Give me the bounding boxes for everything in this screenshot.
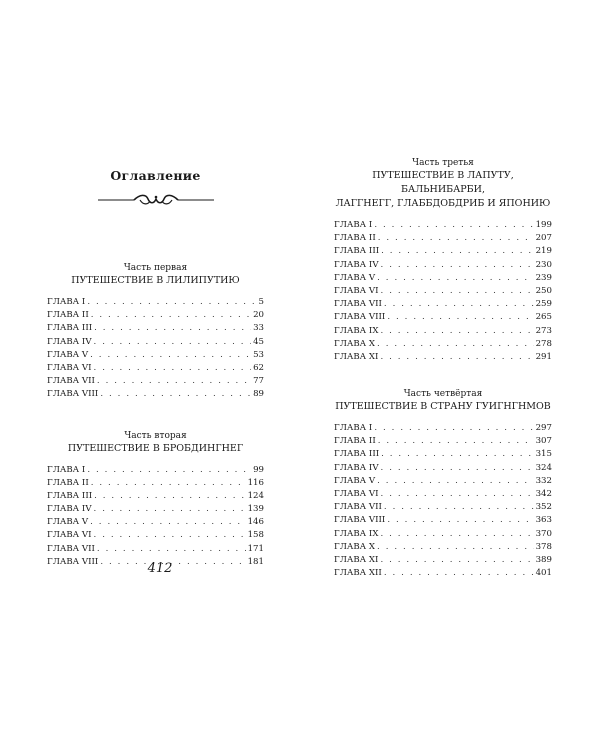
chapter-label: ГЛАВА II — [47, 477, 89, 488]
dot-leader — [377, 338, 534, 351]
toc-entry — [334, 462, 552, 475]
page-ref: 315 — [535, 449, 552, 460]
part-label: Часть вторая — [124, 430, 187, 441]
chapter-label: ГЛАВА V — [47, 517, 89, 528]
dot-leader — [91, 477, 246, 490]
chapter-label: ГЛАВА VII — [47, 543, 95, 554]
chapter-label: ГЛАВА VIII — [334, 312, 386, 323]
dot-leader — [384, 298, 534, 311]
dot-leader — [94, 503, 246, 516]
page-ref: 45 — [253, 336, 264, 347]
chapter-label: ГЛАВА I — [47, 297, 86, 307]
toc-title: Оглавление — [110, 168, 201, 183]
chapter-label: ГЛАВА I — [334, 220, 373, 230]
chapter-label: ГЛАВА VI — [334, 489, 379, 499]
chapter-label: ГЛАВА VIII — [47, 556, 99, 567]
chapter-label: ГЛАВА I — [334, 423, 373, 434]
toc-entry — [334, 351, 552, 364]
page-ref: 207 — [535, 233, 552, 244]
dot-leader — [97, 543, 246, 556]
dot-leader — [94, 336, 252, 349]
chapter-list — [334, 219, 552, 364]
toc-entry — [47, 336, 264, 349]
left-page-column — [47, 168, 264, 569]
dot-leader — [94, 322, 251, 335]
dot-leader — [90, 349, 251, 362]
chapter-label: ГЛАВА III — [47, 323, 93, 334]
toc-entry — [334, 488, 552, 501]
dot-leader — [94, 362, 252, 375]
part-section — [334, 157, 552, 364]
page-ref: 297 — [535, 423, 552, 434]
chapter-label: ГЛАВА VII — [47, 376, 95, 387]
page-ref: 20 — [253, 310, 264, 321]
page-ref: 352 — [535, 502, 552, 513]
page-ref: 273 — [535, 325, 552, 336]
dot-leader — [378, 232, 534, 245]
chapter-label: ГЛАВА IX — [334, 325, 379, 336]
toc-entry — [334, 554, 552, 567]
toc-entry — [47, 543, 264, 556]
part-title: ПУТЕШЕСТВИЕ В ЛИЛИПУТИЮ — [71, 275, 240, 286]
dot-leader — [374, 422, 533, 435]
page-ref: 239 — [535, 272, 552, 283]
page-ref: 33 — [253, 323, 264, 334]
part-section — [47, 262, 264, 402]
dot-leader — [377, 541, 534, 554]
page-ref: 370 — [535, 528, 552, 539]
toc-entry — [334, 245, 552, 258]
dot-leader — [380, 554, 533, 567]
chapter-label: ГЛАВА XI — [334, 554, 379, 565]
dot-leader — [380, 528, 533, 541]
toc-entry — [334, 514, 552, 527]
chapter-label: ГЛАВА VIII — [334, 515, 386, 526]
toc-entry — [334, 435, 552, 448]
page-ref: 53 — [253, 349, 264, 360]
dot-leader — [387, 311, 533, 324]
page-ref: 99 — [253, 464, 264, 475]
toc-entry — [334, 541, 552, 554]
dot-leader — [380, 351, 533, 364]
part-title-line: ПУТЕШЕСТВИЕ В ЛАПУТУ, БАЛЬНИБАРБИ, — [372, 170, 514, 195]
page-ref: 291 — [535, 351, 552, 362]
chapter-label: ГЛАВА VII — [334, 299, 382, 310]
toc-entry — [334, 448, 552, 461]
page-ref: 324 — [535, 462, 552, 473]
toc-entry — [334, 567, 552, 580]
toc-entry — [47, 388, 264, 401]
dot-leader — [90, 516, 245, 529]
dot-leader — [381, 259, 534, 272]
page-ref: 401 — [535, 568, 552, 579]
part-title: ПУТЕШЕСТВИЕ В СТРАНУ ГУИГНГНМОВ — [335, 401, 551, 413]
chapter-label: ГЛАВА II — [334, 233, 376, 244]
dot-leader — [374, 219, 533, 232]
page-ref: 250 — [535, 285, 552, 296]
dot-leader — [377, 272, 533, 285]
toc-entry — [47, 309, 264, 322]
page-ref: 307 — [535, 436, 552, 447]
part-title: ПУТЕШЕСТВИЕ В БРОБДИНГНЕГ — [67, 442, 244, 454]
chapter-label: ГЛАВА IX — [334, 528, 379, 539]
dot-leader — [380, 325, 533, 338]
toc-entry — [47, 375, 264, 388]
chapter-label: ГЛАВА V — [334, 272, 376, 283]
chapter-label: ГЛАВА VI — [334, 285, 379, 296]
toc-entry — [47, 516, 264, 529]
dot-leader — [97, 375, 251, 388]
toc-entry — [47, 490, 264, 503]
toc-entry — [334, 298, 552, 311]
page-ref: 139 — [247, 504, 264, 515]
dot-leader — [381, 448, 533, 461]
chapter-label: ГЛАВА XI — [334, 351, 379, 362]
page-ref: 230 — [535, 259, 552, 270]
toc-entry — [334, 272, 552, 285]
toc-entry — [334, 501, 552, 514]
toc-entry — [47, 529, 264, 542]
chapter-label: ГЛАВА IV — [47, 504, 92, 515]
toc-entry — [334, 285, 552, 298]
dot-leader — [384, 501, 534, 514]
page-ref: 146 — [247, 517, 264, 528]
toc-entry — [334, 475, 552, 488]
page-ref: 259 — [535, 299, 552, 310]
part-label: Часть третья — [412, 158, 474, 168]
dot-leader — [100, 388, 251, 401]
page-ref: 62 — [253, 362, 264, 373]
chapter-label: ГЛАВА VII — [334, 502, 382, 513]
toc-entry — [334, 422, 552, 435]
toc-entry — [47, 464, 264, 477]
chapter-list — [47, 464, 264, 570]
page-ref: 181 — [247, 556, 264, 567]
page-ref: 171 — [247, 543, 264, 554]
dot-leader — [378, 435, 534, 448]
page-ref: 89 — [253, 389, 264, 400]
chapter-label: ГЛАВА II — [334, 436, 376, 447]
toc-entry — [334, 325, 552, 338]
toc-entry — [334, 311, 552, 324]
dot-leader — [381, 488, 534, 501]
page-number: 412 — [147, 561, 173, 576]
part-title-line: ЛАГГНЕГГ, ГЛАББДОБДРИБ И ЯПОНИЮ — [335, 198, 551, 209]
dot-leader — [94, 490, 245, 503]
toc-entry — [47, 362, 264, 375]
ornament-divider-icon — [96, 193, 216, 207]
chapter-label: ГЛАВА XII — [334, 568, 382, 579]
dot-leader — [91, 309, 251, 322]
toc-entry — [334, 528, 552, 541]
page-ref: 199 — [535, 220, 552, 230]
right-page-column — [334, 157, 552, 580]
chapter-label: ГЛАВА VIII — [47, 389, 99, 400]
dot-leader — [377, 475, 533, 488]
page-ref: 389 — [535, 554, 552, 565]
chapter-label: ГЛАВА X — [334, 338, 376, 349]
chapter-label: ГЛАВА V — [334, 475, 376, 486]
dot-leader — [381, 245, 533, 258]
chapter-label: ГЛАВА VI — [47, 362, 92, 373]
page-ref: 278 — [535, 338, 552, 349]
toc-entry — [47, 477, 264, 490]
toc-entry — [334, 219, 552, 232]
chapter-list — [334, 422, 552, 580]
chapter-label: ГЛАВА IV — [334, 259, 379, 270]
dot-leader — [87, 296, 256, 309]
dot-leader — [381, 285, 534, 298]
chapter-label: ГЛАВА IV — [47, 336, 92, 347]
page-ref: 124 — [247, 490, 264, 501]
chapter-label: ГЛАВА III — [334, 449, 380, 460]
page-ref: 332 — [535, 475, 552, 486]
page-ref: 116 — [247, 477, 264, 488]
chapter-label: ГЛАВА III — [47, 490, 93, 501]
chapter-label: ГЛАВА I — [47, 464, 86, 475]
toc-entry — [334, 338, 552, 351]
chapter-label: ГЛАВА II — [47, 310, 89, 321]
part-label: Часть четвёртая — [403, 389, 483, 400]
chapter-label: ГЛАВА V — [47, 349, 89, 360]
toc-entry — [334, 232, 552, 245]
chapter-label: ГЛАВА X — [334, 541, 376, 552]
page-ref: 219 — [535, 246, 552, 257]
dot-leader — [87, 464, 251, 477]
chapter-label: ГЛАВА III — [334, 246, 380, 257]
toc-entry — [334, 259, 552, 272]
page-ref: 5 — [258, 297, 264, 307]
part-label: Часть первая — [123, 263, 188, 273]
page-ref: 265 — [535, 312, 552, 323]
dot-leader — [387, 514, 533, 527]
dot-leader — [381, 462, 534, 475]
chapter-label: ГЛАВА VI — [47, 530, 92, 541]
dot-leader — [94, 529, 246, 542]
part-section — [47, 430, 264, 570]
chapter-label: ГЛАВА IV — [334, 462, 379, 473]
toc-entry — [47, 349, 264, 362]
toc-entry — [47, 322, 264, 335]
page-ref: 378 — [535, 541, 552, 552]
chapter-list — [47, 296, 264, 402]
page-ref: 342 — [535, 489, 552, 499]
page-ref: 77 — [253, 376, 264, 387]
part-section — [334, 388, 552, 580]
toc-entry — [47, 503, 264, 516]
toc-entry — [47, 296, 264, 309]
page-ref: 158 — [247, 530, 264, 541]
page-ref: 363 — [535, 515, 552, 526]
dot-leader — [384, 567, 534, 580]
